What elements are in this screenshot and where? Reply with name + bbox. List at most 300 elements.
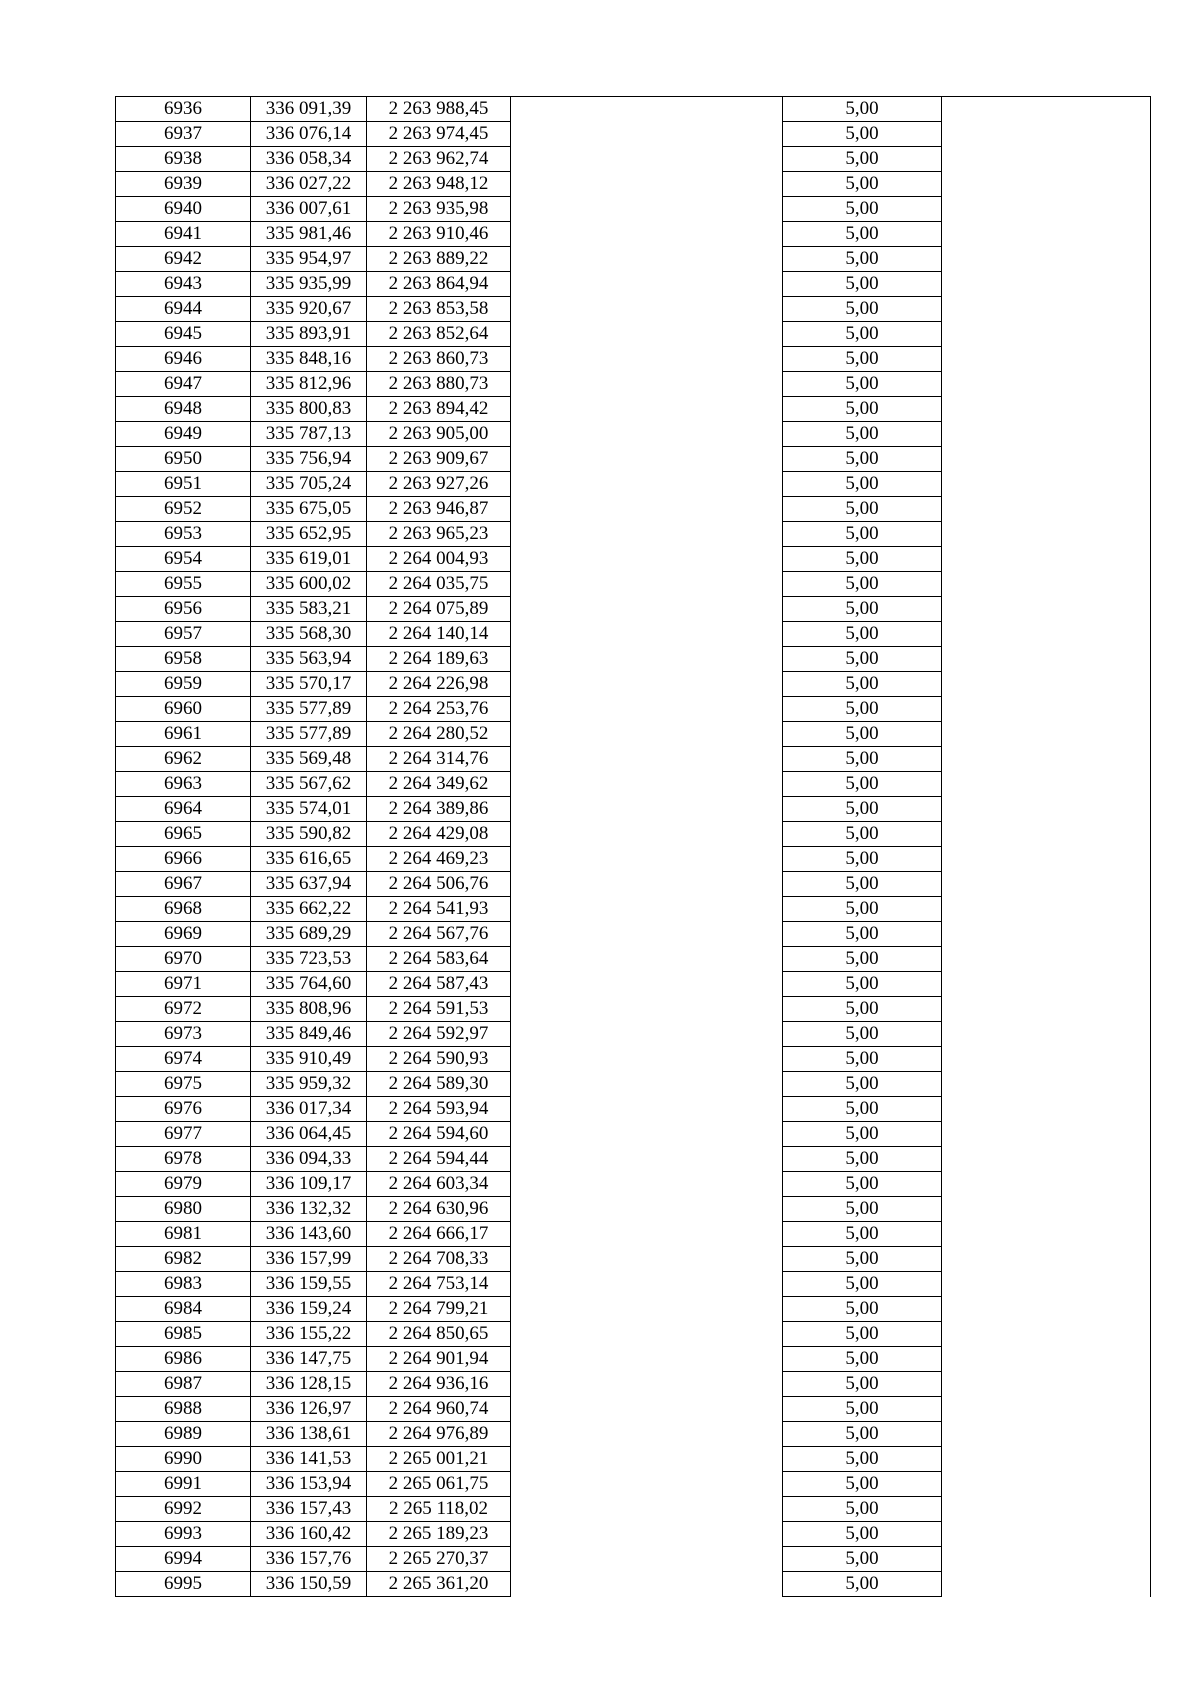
x-coordinate-cell: 335 675,05 [251,497,367,522]
accuracy-value-cell: 5,00 [783,122,942,147]
description-cell [511,472,783,497]
x-coordinate-cell: 336 141,53 [251,1447,367,1472]
table-row [116,847,1151,872]
point-number-cell: 6967 [116,872,251,897]
point-number-cell: 6989 [116,1422,251,1447]
description-cell [511,247,783,272]
x-coordinate-cell: 335 652,95 [251,522,367,547]
y-coordinate-cell: 2 264 594,44 [367,1147,511,1172]
point-number-cell: 6942 [116,247,251,272]
y-coordinate-cell: 2 263 948,12 [367,172,511,197]
remarks-cell [942,297,1151,322]
point-number-cell: 6959 [116,672,251,697]
accuracy-value-cell: 5,00 [783,1172,942,1197]
point-number-cell: 6965 [116,822,251,847]
x-coordinate-cell: 335 637,94 [251,872,367,897]
x-coordinate-cell: 336 159,55 [251,1272,367,1297]
y-coordinate-cell: 2 264 429,08 [367,822,511,847]
description-cell [511,172,783,197]
table-row [116,1472,1151,1497]
description-cell [511,1297,783,1322]
point-number-cell: 6970 [116,947,251,972]
remarks-cell [942,472,1151,497]
remarks-cell [942,247,1151,272]
remarks-cell [942,1297,1151,1322]
accuracy-value-cell: 5,00 [783,472,942,497]
x-coordinate-cell: 335 910,49 [251,1047,367,1072]
point-number-cell: 6986 [116,1347,251,1372]
remarks-cell [942,1097,1151,1122]
y-coordinate-cell: 2 263 988,45 [367,97,511,122]
x-coordinate-cell: 335 567,62 [251,772,367,797]
description-cell [511,1547,783,1572]
description-cell [511,697,783,722]
accuracy-value-cell: 5,00 [783,1197,942,1222]
remarks-cell [942,922,1151,947]
description-cell [511,1072,783,1097]
point-number-cell: 6944 [116,297,251,322]
table-row [116,97,1151,122]
y-coordinate-cell: 2 264 587,43 [367,972,511,997]
point-number-cell: 6947 [116,372,251,397]
accuracy-value-cell: 5,00 [783,1322,942,1347]
point-number-cell: 6963 [116,772,251,797]
x-coordinate-cell: 336 155,22 [251,1322,367,1347]
accuracy-value-cell: 5,00 [783,447,942,472]
table-row [116,697,1151,722]
point-number-cell: 6951 [116,472,251,497]
accuracy-value-cell: 5,00 [783,897,942,922]
x-coordinate-cell: 336 128,15 [251,1372,367,1397]
point-number-cell: 6939 [116,172,251,197]
point-number-cell: 6968 [116,897,251,922]
remarks-cell [942,797,1151,822]
remarks-cell [942,872,1151,897]
x-coordinate-cell: 335 583,21 [251,597,367,622]
table-row [116,197,1151,222]
coordinates-table [115,96,1151,1597]
y-coordinate-cell: 2 264 593,94 [367,1097,511,1122]
point-number-cell: 6990 [116,1447,251,1472]
accuracy-value-cell: 5,00 [783,1497,942,1522]
y-coordinate-cell: 2 263 880,73 [367,372,511,397]
y-coordinate-cell: 2 265 361,20 [367,1572,511,1597]
x-coordinate-cell: 335 577,89 [251,697,367,722]
table-row [116,747,1151,772]
point-number-cell: 6978 [116,1147,251,1172]
x-coordinate-cell: 335 577,89 [251,722,367,747]
accuracy-value-cell: 5,00 [783,597,942,622]
point-number-cell: 6964 [116,797,251,822]
accuracy-value-cell: 5,00 [783,1522,942,1547]
point-number-cell: 6992 [116,1497,251,1522]
remarks-cell [942,1072,1151,1097]
accuracy-value-cell: 5,00 [783,397,942,422]
x-coordinate-cell: 336 109,17 [251,1172,367,1197]
description-cell [511,222,783,247]
accuracy-value-cell: 5,00 [783,822,942,847]
description-cell [511,1147,783,1172]
table-row [116,1097,1151,1122]
remarks-cell [942,522,1151,547]
x-coordinate-cell: 336 157,43 [251,1497,367,1522]
y-coordinate-cell: 2 264 140,14 [367,622,511,647]
point-number-cell: 6943 [116,272,251,297]
y-coordinate-cell: 2 263 927,26 [367,472,511,497]
point-number-cell: 6988 [116,1397,251,1422]
y-coordinate-cell: 2 264 253,76 [367,697,511,722]
table-row [116,997,1151,1022]
description-cell [511,1472,783,1497]
accuracy-value-cell: 5,00 [783,372,942,397]
point-number-cell: 6937 [116,122,251,147]
y-coordinate-cell: 2 263 962,74 [367,147,511,172]
table-row [116,1397,1151,1422]
accuracy-value-cell: 5,00 [783,1097,942,1122]
table-row [116,897,1151,922]
point-number-cell: 6938 [116,147,251,172]
point-number-cell: 6993 [116,1522,251,1547]
y-coordinate-cell: 2 264 589,30 [367,1072,511,1097]
remarks-cell [942,497,1151,522]
description-cell [511,572,783,597]
y-coordinate-cell: 2 264 189,63 [367,647,511,672]
table-row [116,672,1151,697]
remarks-cell [942,1322,1151,1347]
x-coordinate-cell: 336 064,45 [251,1122,367,1147]
table-row [116,1122,1151,1147]
point-number-cell: 6953 [116,522,251,547]
description-cell [511,1422,783,1447]
accuracy-value-cell: 5,00 [783,172,942,197]
description-cell [511,722,783,747]
x-coordinate-cell: 336 017,34 [251,1097,367,1122]
description-cell [511,647,783,672]
description-cell [511,1447,783,1472]
table-row [116,1497,1151,1522]
accuracy-value-cell: 5,00 [783,1297,942,1322]
x-coordinate-cell: 335 935,99 [251,272,367,297]
remarks-cell [942,1222,1151,1247]
x-coordinate-cell: 336 007,61 [251,197,367,222]
x-coordinate-cell: 336 091,39 [251,97,367,122]
table-row [116,447,1151,472]
y-coordinate-cell: 2 265 001,21 [367,1447,511,1472]
description-cell [511,297,783,322]
remarks-cell [942,1197,1151,1222]
description-cell [511,972,783,997]
accuracy-value-cell: 5,00 [783,1347,942,1372]
x-coordinate-cell: 335 569,48 [251,747,367,772]
point-number-cell: 6941 [116,222,251,247]
table-row [116,647,1151,672]
accuracy-value-cell: 5,00 [783,697,942,722]
x-coordinate-cell: 335 568,30 [251,622,367,647]
y-coordinate-cell: 2 265 270,37 [367,1547,511,1572]
description-cell [511,197,783,222]
point-number-cell: 6952 [116,497,251,522]
point-number-cell: 6994 [116,1547,251,1572]
x-coordinate-cell: 335 849,46 [251,1022,367,1047]
accuracy-value-cell: 5,00 [783,1422,942,1447]
y-coordinate-cell: 2 264 603,34 [367,1172,511,1197]
x-coordinate-cell: 336 153,94 [251,1472,367,1497]
point-number-cell: 6976 [116,1097,251,1122]
accuracy-value-cell: 5,00 [783,347,942,372]
table-row [116,772,1151,797]
point-number-cell: 6960 [116,697,251,722]
y-coordinate-cell: 2 263 974,45 [367,122,511,147]
point-number-cell: 6936 [116,97,251,122]
x-coordinate-cell: 336 147,75 [251,1347,367,1372]
accuracy-value-cell: 5,00 [783,272,942,297]
accuracy-value-cell: 5,00 [783,1072,942,1097]
table-row [116,147,1151,172]
y-coordinate-cell: 2 263 889,22 [367,247,511,272]
description-cell [511,747,783,772]
point-number-cell: 6945 [116,322,251,347]
accuracy-value-cell: 5,00 [783,1247,942,1272]
accuracy-value-cell: 5,00 [783,547,942,572]
point-number-cell: 6950 [116,447,251,472]
remarks-cell [942,447,1151,472]
description-cell [511,1322,783,1347]
accuracy-value-cell: 5,00 [783,1122,942,1147]
y-coordinate-cell: 2 264 583,64 [367,947,511,972]
description-cell [511,822,783,847]
accuracy-value-cell: 5,00 [783,847,942,872]
x-coordinate-cell: 335 723,53 [251,947,367,972]
table-row [116,397,1151,422]
description-cell [511,447,783,472]
x-coordinate-cell: 335 800,83 [251,397,367,422]
accuracy-value-cell: 5,00 [783,1222,942,1247]
x-coordinate-cell: 335 590,82 [251,822,367,847]
x-coordinate-cell: 335 574,01 [251,797,367,822]
accuracy-value-cell: 5,00 [783,797,942,822]
y-coordinate-cell: 2 264 226,98 [367,672,511,697]
table-row [116,972,1151,997]
description-cell [511,622,783,647]
remarks-cell [942,847,1151,872]
accuracy-value-cell: 5,00 [783,872,942,897]
y-coordinate-cell: 2 263 909,67 [367,447,511,472]
y-coordinate-cell: 2 265 061,75 [367,1472,511,1497]
x-coordinate-cell: 335 563,94 [251,647,367,672]
remarks-cell [942,1272,1151,1297]
description-cell [511,922,783,947]
accuracy-value-cell: 5,00 [783,997,942,1022]
y-coordinate-cell: 2 264 389,86 [367,797,511,822]
y-coordinate-cell: 2 265 189,23 [367,1522,511,1547]
accuracy-value-cell: 5,00 [783,1572,942,1597]
x-coordinate-cell: 335 619,01 [251,547,367,572]
remarks-cell [942,997,1151,1022]
accuracy-value-cell: 5,00 [783,1047,942,1072]
x-coordinate-cell: 336 160,42 [251,1522,367,1547]
table-row [116,722,1151,747]
accuracy-value-cell: 5,00 [783,497,942,522]
x-coordinate-cell: 336 094,33 [251,1147,367,1172]
description-cell [511,897,783,922]
x-coordinate-cell: 335 600,02 [251,572,367,597]
table-row [116,1322,1151,1347]
description-cell [511,522,783,547]
x-coordinate-cell: 335 954,97 [251,247,367,272]
table-row [116,222,1151,247]
point-number-cell: 6969 [116,922,251,947]
remarks-cell [942,1397,1151,1422]
x-coordinate-cell: 336 150,59 [251,1572,367,1597]
remarks-cell [942,1122,1151,1147]
remarks-cell [942,422,1151,447]
table-row [116,1422,1151,1447]
point-number-cell: 6958 [116,647,251,672]
y-coordinate-cell: 2 264 567,76 [367,922,511,947]
table-row [116,1547,1151,1572]
y-coordinate-cell: 2 264 960,74 [367,1397,511,1422]
x-coordinate-cell: 335 689,29 [251,922,367,947]
point-number-cell: 6946 [116,347,251,372]
point-number-cell: 6987 [116,1372,251,1397]
accuracy-value-cell: 5,00 [783,1447,942,1472]
description-cell [511,147,783,172]
y-coordinate-cell: 2 264 349,62 [367,772,511,797]
remarks-cell [942,272,1151,297]
y-coordinate-cell: 2 264 590,93 [367,1047,511,1072]
accuracy-value-cell: 5,00 [783,947,942,972]
description-cell [511,1047,783,1072]
accuracy-value-cell: 5,00 [783,247,942,272]
table-row [116,597,1151,622]
remarks-cell [942,672,1151,697]
point-number-cell: 6975 [116,1072,251,1097]
description-cell [511,547,783,572]
x-coordinate-cell: 336 076,14 [251,122,367,147]
remarks-cell [942,972,1151,997]
description-cell [511,1197,783,1222]
y-coordinate-cell: 2 264 541,93 [367,897,511,922]
x-coordinate-cell: 336 132,32 [251,1197,367,1222]
remarks-cell [942,622,1151,647]
point-number-cell: 6956 [116,597,251,622]
point-number-cell: 6980 [116,1197,251,1222]
table-row [116,872,1151,897]
table-row [116,1172,1151,1197]
accuracy-value-cell: 5,00 [783,972,942,997]
coordinates-table-body [116,97,1151,1597]
table-row [116,1522,1151,1547]
y-coordinate-cell: 2 264 314,76 [367,747,511,772]
table-row [116,1222,1151,1247]
description-cell [511,1272,783,1297]
remarks-cell [942,1497,1151,1522]
remarks-cell [942,1172,1151,1197]
description-cell [511,997,783,1022]
y-coordinate-cell: 2 264 594,60 [367,1122,511,1147]
description-cell [511,1097,783,1122]
y-coordinate-cell: 2 264 592,97 [367,1022,511,1047]
y-coordinate-cell: 2 264 666,17 [367,1222,511,1247]
table-row [116,497,1151,522]
point-number-cell: 6974 [116,1047,251,1072]
y-coordinate-cell: 2 263 946,87 [367,497,511,522]
y-coordinate-cell: 2 264 753,14 [367,1272,511,1297]
table-row [116,947,1151,972]
accuracy-value-cell: 5,00 [783,747,942,772]
table-row [116,1297,1151,1322]
description-cell [511,1372,783,1397]
x-coordinate-cell: 335 981,46 [251,222,367,247]
description-cell [511,372,783,397]
x-coordinate-cell: 335 848,16 [251,347,367,372]
description-cell [511,947,783,972]
x-coordinate-cell: 336 157,99 [251,1247,367,1272]
accuracy-value-cell: 5,00 [783,522,942,547]
y-coordinate-cell: 2 263 965,23 [367,522,511,547]
remarks-cell [942,822,1151,847]
description-cell [511,1397,783,1422]
accuracy-value-cell: 5,00 [783,722,942,747]
x-coordinate-cell: 336 126,97 [251,1397,367,1422]
y-coordinate-cell: 2 263 864,94 [367,272,511,297]
accuracy-value-cell: 5,00 [783,1272,942,1297]
y-coordinate-cell: 2 264 708,33 [367,1247,511,1272]
remarks-cell [942,197,1151,222]
table-row [116,297,1151,322]
table-row [116,822,1151,847]
point-number-cell: 6983 [116,1272,251,1297]
remarks-cell [942,1247,1151,1272]
remarks-cell [942,947,1151,972]
point-number-cell: 6972 [116,997,251,1022]
remarks-cell [942,647,1151,672]
y-coordinate-cell: 2 263 853,58 [367,297,511,322]
x-coordinate-cell: 335 756,94 [251,447,367,472]
y-coordinate-cell: 2 264 075,89 [367,597,511,622]
remarks-cell [942,222,1151,247]
remarks-cell [942,1472,1151,1497]
remarks-cell [942,147,1151,172]
table-row [116,1272,1151,1297]
description-cell [511,347,783,372]
table-row [116,422,1151,447]
y-coordinate-cell: 2 264 591,53 [367,997,511,1022]
remarks-cell [942,347,1151,372]
description-cell [511,122,783,147]
accuracy-value-cell: 5,00 [783,1022,942,1047]
table-row [116,797,1151,822]
remarks-cell [942,1522,1151,1547]
accuracy-value-cell: 5,00 [783,1547,942,1572]
remarks-cell [942,1422,1151,1447]
point-number-cell: 6995 [116,1572,251,1597]
y-coordinate-cell: 2 264 630,96 [367,1197,511,1222]
y-coordinate-cell: 2 264 280,52 [367,722,511,747]
table-row [116,122,1151,147]
point-number-cell: 6979 [116,1172,251,1197]
description-cell [511,1497,783,1522]
y-coordinate-cell: 2 264 469,23 [367,847,511,872]
x-coordinate-cell: 335 787,13 [251,422,367,447]
point-number-cell: 6957 [116,622,251,647]
y-coordinate-cell: 2 265 118,02 [367,1497,511,1522]
description-cell [511,872,783,897]
x-coordinate-cell: 336 143,60 [251,1222,367,1247]
x-coordinate-cell: 335 812,96 [251,372,367,397]
x-coordinate-cell: 335 959,32 [251,1072,367,1097]
x-coordinate-cell: 335 920,67 [251,297,367,322]
